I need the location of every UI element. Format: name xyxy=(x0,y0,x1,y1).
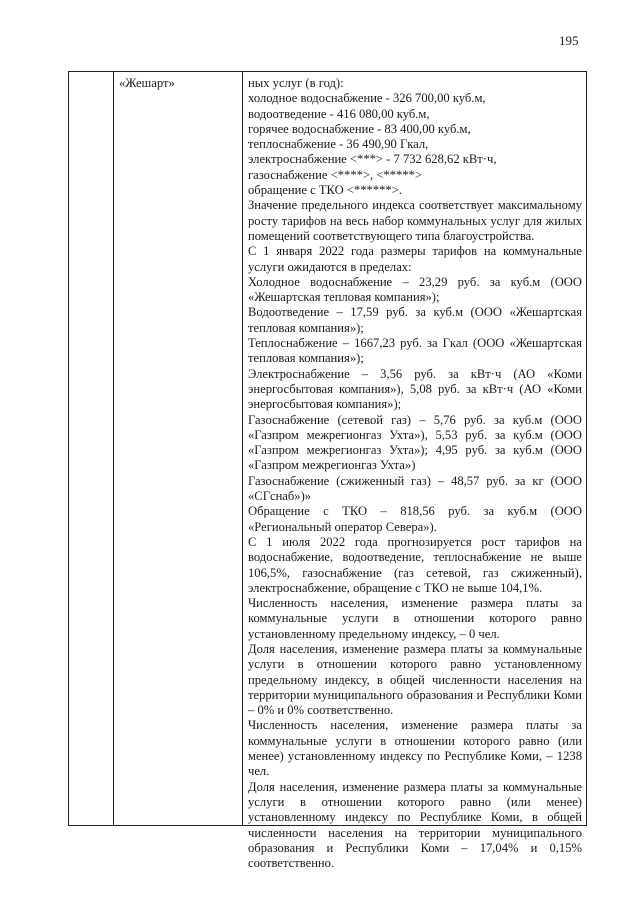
description-paragraph: ных услуг (в год): xyxy=(248,76,344,90)
description-paragraph: Газоснабжение (сжиженный газ) – 48,57 руб. за кг (ООО «СГснаб»)» xyxy=(248,473,582,504)
description-paragraph: Численность населения, изменение размера платы за коммунальные услуги в отношении которого равно установленному предельному индексу, – 0 чел. xyxy=(248,596,582,641)
page-number: 195 xyxy=(559,33,579,48)
description-paragraph: водоотведение - 416 080,00 куб.м, xyxy=(248,106,430,121)
description-paragraph: горячее водоснабжение - 83 400,00 куб.м, xyxy=(248,121,471,136)
description-paragraph: Электроснабжение – 3,56 руб. за кВт·ч (АО «Коми энергосбытовая компания»), 5,08 руб. за кВт·ч (АО «Коми энергосбытовая компания»); xyxy=(248,366,582,412)
description-paragraph: Обращение с ТКО – 818,56 руб. за куб.м (ООО «Региональный оператор Севера»). xyxy=(248,504,582,534)
description-paragraph: Значение предельного индекса соответствует максимальному росту тарифов на весь набор коммунальных услуг для жилых помещений соответствующего типа благоустройства. xyxy=(248,198,582,243)
description-paragraph: С 1 января 2022 года размеры тарифов на коммунальные услуги ожидаются в пределах: xyxy=(248,244,582,274)
description-paragraph: газоснабжение <****>, <*****> xyxy=(248,167,423,182)
description-paragraph: Теплоснабжение – 1667,23 руб. за Гкал (ООО «Жешартская тепловая компания»); xyxy=(248,336,582,366)
description-paragraph: Водоотведение – 17,59 руб. за куб.м (ООО «Жешартская тепловая компания»); xyxy=(248,305,582,335)
column-divider xyxy=(113,72,114,825)
description-paragraph: обращение с ТКО <******>. xyxy=(248,183,402,198)
column-divider xyxy=(242,72,243,825)
document-table xyxy=(68,71,587,871)
municipality-name-cell: «Жешарт» xyxy=(119,76,175,90)
description-paragraph: Доля населения, изменение размера платы за коммунальные услуги в отношении которого равно установленному предельному индексу, в общей численности населения на территории муниципального образования и Республики Коми – 0% и 0% соответственно. xyxy=(248,641,582,718)
description-paragraph: холодное водоснабжение - 326 700,00 куб.м, xyxy=(248,91,486,106)
description-paragraph: Численность населения, изменение размера платы за коммунальные услуги в отношении которого равно (или менее) установленному индексу по Республике Коми, – 1238 чел. xyxy=(248,718,582,779)
description-cell xyxy=(248,76,582,871)
description-paragraph: Холодное водоснабжение – 23,29 руб. за куб.м (ООО «Жешартская тепловая компания»); xyxy=(248,274,582,305)
description-paragraph: электроснабжение <***> - 7 732 628,62 кВт·ч, xyxy=(248,152,497,167)
description-paragraph: теплоснабжение - 36 490,90 Гкал, xyxy=(248,137,429,152)
description-paragraph: С 1 июля 2022 года прогнозируется рост тарифов на водоснабжение, водоотведение, теплоснабжение не выше 106,5%, газоснабжение (газ сетевой, газ сжиженный), электроснабжение, обращение с ТКО не выше 104,1%. xyxy=(248,534,582,595)
description-paragraph: Газоснабжение (сетевой газ) – 5,76 руб. за куб.м (ООО «Газпром межрегионгаз Ухта»), 5,53 руб. за куб.м (ООО «Газпром межрегионгаз Ухта»); 4,95 руб. за куб.м (ООО «Газпром межрегионгаз Ухта») xyxy=(248,412,582,473)
description-paragraph: Доля населения, изменение размера платы за коммунальные услуги в отношении которого равно (или менее) установленному индексу по Республике Коми, в общей численности населения на территории муниципального образования и Республики Коми – 17,04% и 0,15% соответственно. xyxy=(248,779,582,871)
